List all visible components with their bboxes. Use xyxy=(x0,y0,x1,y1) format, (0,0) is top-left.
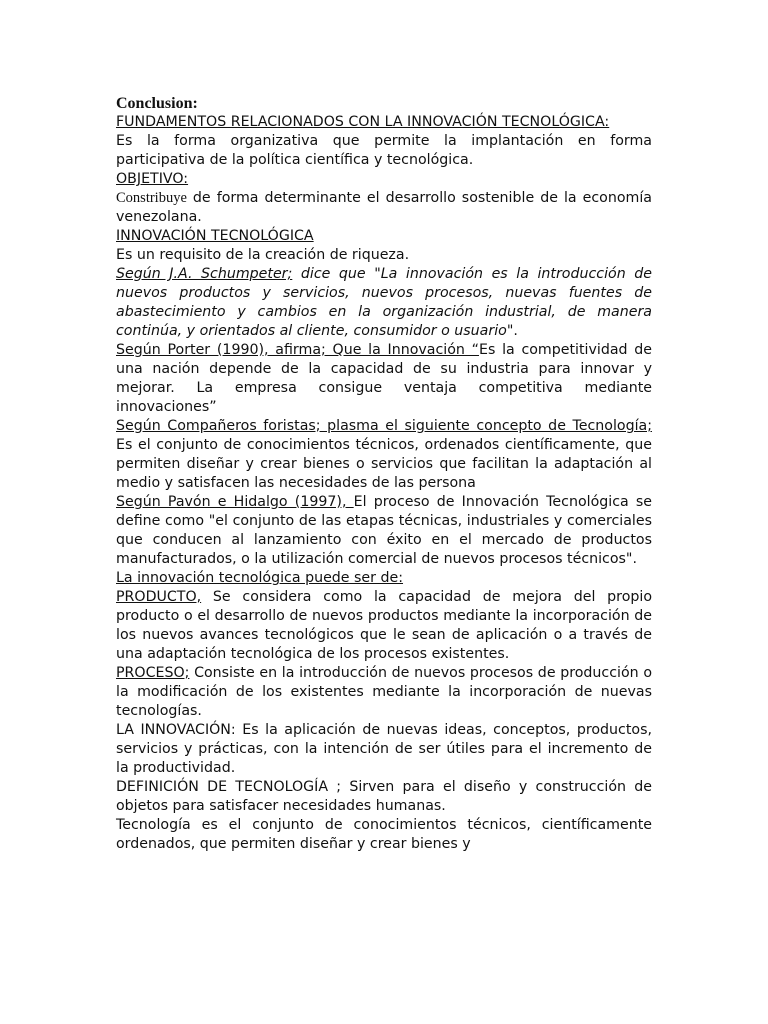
proceso-label: PROCESO; xyxy=(116,665,190,681)
heading-objetivo-text: OBJETIVO: xyxy=(116,171,189,187)
heading-puede-ser-text: La innovación tecnológica puede ser de: xyxy=(116,570,404,586)
document-title: Conclusion: xyxy=(116,95,198,112)
paragraph-fundamentos: Es la forma organizativa que permite la implantación en forma participativa de la política científica y tecnológica. xyxy=(116,133,652,168)
producto-label: PRODUCTO, xyxy=(116,589,202,605)
paragraph-producto xyxy=(116,588,652,664)
paragraph-schumpeter xyxy=(116,265,652,341)
paragraph-tecnologia: Tecnología es el conjunto de conocimientos técnicos, científicamente ordenados, que permiten diseñar y crear bienes y xyxy=(116,817,652,852)
schumpeter-quote: dice que "La innovación es la introducción de nuevos productos y servicios, nuevos procesos, nuevas fuentes de abastecimiento y cambios en la organización industrial, de manera continúa, y orientados al cliente, consumidor o usuario xyxy=(116,266,652,339)
paragraph-innovacion: Es un requisito de la creación de riqueza. xyxy=(116,247,410,263)
heading-innovacion xyxy=(116,227,652,246)
heading-innovacion-text: INNOVACIÓN TECNOLÓGICA xyxy=(116,228,314,244)
heading-puede-ser xyxy=(116,569,652,588)
companeros-reference: Según Compañeros foristas; plasma el siguiente concepto de Tecnología; xyxy=(116,418,652,434)
paragraph-definicion-tecnologia: DEFINICIÓN DE TECNOLOGÍA ; Sirven para el diseño y construcción de objetos para satisfacer necesidades humanas. xyxy=(116,779,652,814)
paragraph-porter xyxy=(116,341,652,417)
document-page xyxy=(116,94,652,854)
objetivo-rest: de forma determinante el desarrollo sostenible de la economía venezolana. xyxy=(116,190,652,225)
paragraph-companeros xyxy=(116,417,652,493)
proceso-text: Consiste en la introducción de nuevos procesos de producción o la modificación de los existentes mediante la incorporación de nuevas tecnologías. xyxy=(116,665,652,719)
porter-text: Es la competitividad de una nación depende de la capacidad de su industria para innovar y mejorar. La empresa consigue ventaja competitiva mediante innovaciones” xyxy=(116,342,653,415)
paragraph-pavon xyxy=(116,493,652,569)
heading-objetivo xyxy=(116,170,652,189)
pavon-text: El proceso de Innovación Tecnológica se define como "el conjunto de las etapas técnicas, industriales y comerciales que conducen al lanzamiento con éxito en el mercado de productos manufacturados, o la utilización comercial de nuevos procesos técnicos". xyxy=(116,494,652,567)
companeros-text: Es el conjunto de conocimientos técnicos, ordenados científicamente, que permiten diseñar y crear bienes o servicios que facilitan la adaptación al medio y satisfacen las necesidades de las persona xyxy=(116,437,652,491)
porter-reference: Según Porter (1990), afirma; Que la Innovación “ xyxy=(116,342,479,358)
heading-fundamentos xyxy=(116,113,652,132)
heading-fundamentos-text: FUNDAMENTOS RELACIONADOS CON LA INNOVACIÓN TECNOLÓGICA: xyxy=(116,114,610,130)
producto-text: Se considera como la capacidad de mejora del propio producto o el desarrollo de nuevos productos mediante la incorporación de los nuevos avances tecnológicos que le sean de aplicación o a través de una adaptación tecnológica de los procesos existentes. xyxy=(116,589,652,662)
objetivo-first-word: Constribuye xyxy=(116,190,187,206)
paragraph-objetivo xyxy=(116,189,652,227)
paragraph-proceso xyxy=(116,664,652,721)
pavon-reference: Según Pavón e Hidalgo (1997), xyxy=(116,494,354,510)
schumpeter-end: ". xyxy=(506,323,518,339)
schumpeter-reference: Según J.A. Schumpeter; xyxy=(116,266,293,282)
paragraph-la-innovacion: LA INNOVACIÓN: Es la aplicación de nuevas ideas, conceptos, productos, servicios y prácticas, con la intención de ser útiles para el incremento de la productividad. xyxy=(116,722,652,776)
